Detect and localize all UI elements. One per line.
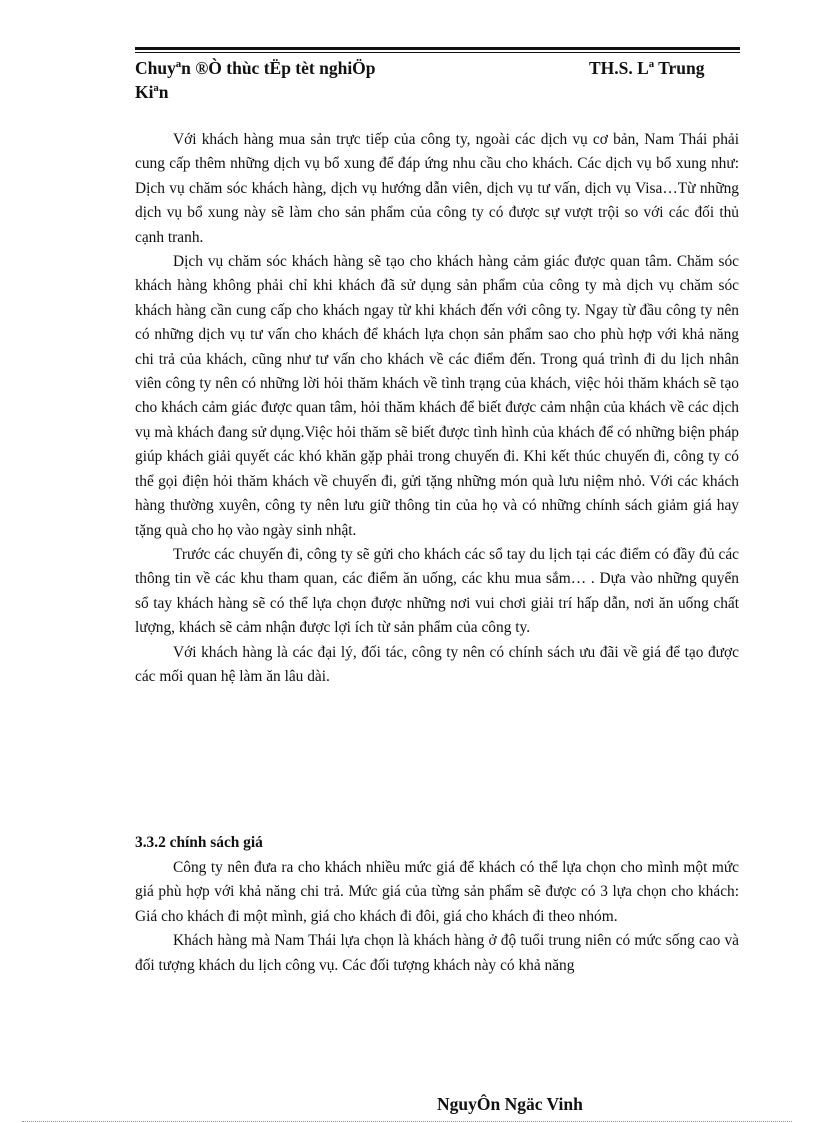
paragraph: Với khách hàng là các đại lý, đối tác, công ty nên có chính sách ưu đãi về giá để tạo được các mối quan hệ làm ăn lâu dài. [135, 643, 739, 685]
header-title: Chuyªn ®Ò thùc tËp tèt nghiÖp [135, 58, 376, 78]
paragraph: Với khách hàng mua sản trực tiếp của công ty, ngoài các dịch vụ cơ bản, Nam Thái phải cung cấp thêm những dịch vụ bổ xung để đáp ứng nhu cầu cho khách. Các dịch vụ bổ xung như: Dịch vụ chăm sóc khách hàng, dịch vụ hướng dẫn viên, dịch vụ tư vấn, dịch vụ Visa…Từ những dịch vụ bổ xung này sẽ làm cho sản phẩm của công ty có được sự vượt trội so với các đối thủ cạnh tranh. [135, 131, 739, 246]
paragraph: Dịch vụ chăm sóc khách hàng sẽ tạo cho khách hàng cảm giác được quan tâm. Chăm sóc khách hàng không phải chỉ khi khách đã sử dụng sản phẩm của công ty mà dịch vụ chăm sóc khách hàng cần cung cấp cho khách ngay từ khi khách đến với công ty. Ngay từ đầu công ty nên có những dịch vụ tư vấn cho khách để khách lựa chọn sản phẩm sao cho phù hợp với khả năng chi trả của khách, cũng như tư vấn cho khách về các điểm đến. Trong quá trình đi du lịch nhân viên công ty nên có những lời hỏi thăm khách về tình trạng của khách, việc hỏi thăm khách sẽ tạo cho khách cảm giác được quan tâm, hỏi thăm khách để biết được cảm nhận của khách về các dịch vụ mà khách đang sử dụng.Việc hỏi thăm sẽ biết được tình hình của khách để có những biện pháp giúp khách giải quyết các khó khăn gặp phải trong chuyến đi. Khi kết thúc chuyến đi, công ty có thể gọi điện hỏi thăm khách về chuyến đi, gửi tặng những món quà lưu niệm nhỏ. Với các khách hàng thường xuyên, công ty nên lưu giữ thông tin của họ và có những chính sách giảm giá hay tặng quà cho họ vào ngày sinh nhật. [135, 253, 739, 539]
paragraph: Trước các chuyến đi, công ty sẽ gửi cho khách các sổ tay du lịch tại các điểm có đầy đủ các thông tin về các khu tham quan, các điểm ăn uống, các khu mua sắm… . Dựa vào những quyển sổ tay khách hàng sẽ có thể lựa chọn được những nơi vui chơi giải trí hấp dẫn, nơi ăn uống chất lượng, khách sẽ cảm nhận được lợi ích từ sản phẩm của công ty. [135, 545, 739, 637]
paragraph: Công ty nên đưa ra cho khách nhiều mức giá để khách có thể lựa chọn cho mình một mức giá phù hợp với khả năng chi trả. Mức giá của từng sản phẩm sẽ được có 3 lựa chọn cho khách: Giá cho khách đi một mình, giá cho khách đi đôi, giá cho khách đi theo nhóm. [135, 859, 739, 925]
header-rule-thin [135, 52, 740, 53]
footer-rule [22, 1121, 792, 1122]
header-rule-thick [135, 47, 740, 50]
header-author-continuation: Kiªn [135, 82, 169, 102]
section-body-text [135, 856, 739, 978]
section-heading: 3.3.2 chính sách giá [135, 834, 263, 851]
paragraph: Khách hàng mà Nam Thái lựa chọn là khách hàng ở độ tuổi trung niên có mức sống cao và đối tượng khách du lịch công vụ. Các đối tượng khách này có khả năng [135, 932, 739, 974]
body-text [135, 128, 739, 689]
header-author: TH.S. Lª Trung [589, 58, 705, 78]
page-footer: NguyÔn Ngäc Vinh [437, 1094, 583, 1114]
